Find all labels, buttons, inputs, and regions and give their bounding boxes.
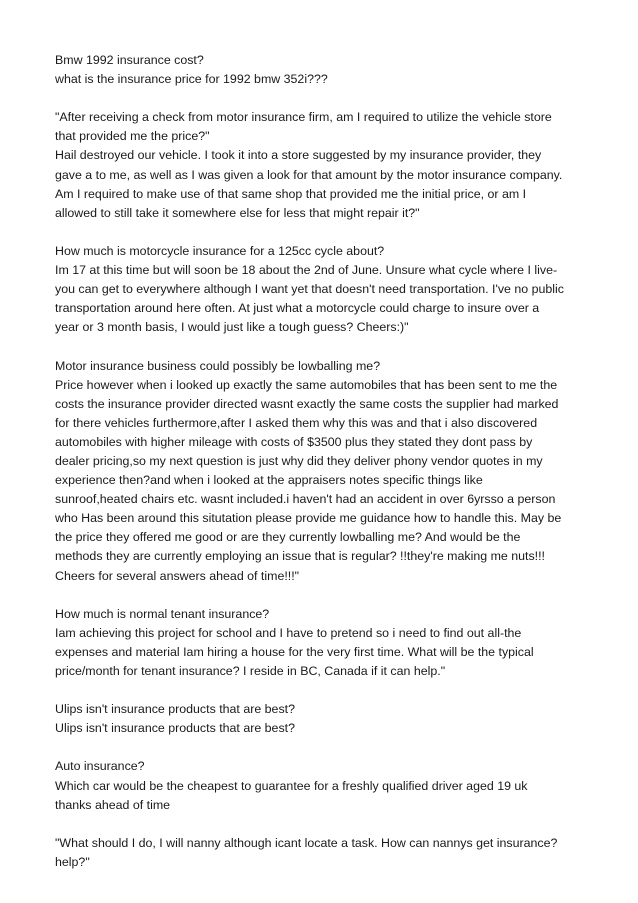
text-line: dealer pricing,so my next question is just why did they deliver phony vendor quotes in my [55,453,543,468]
paragraph-auto-insurance [55,757,590,814]
paragraph-vehicle-store [55,108,590,223]
paragraph-spacer [55,586,590,605]
text-line: Cheers for several answers ahead of time!!!" [55,568,300,583]
text-line: Which car would be the cheapest to guarantee for a freshly qualified driver aged 19 uk [55,778,528,793]
text-line: experience then?and when i looked at the appraisers notes specific things like [55,473,483,488]
text-line: How much is motorcycle insurance for a 125cc cycle about? [55,243,385,258]
text-line: help?" [55,854,90,869]
text-line: Ulips isn't insurance products that are best? [55,721,295,736]
text-line: what is the insurance price for 1992 bmw 352i??? [55,72,328,87]
text-line: costs the insurance provider directed wasnt exactly the same costs the supplier had marked [55,396,559,411]
text-line: thanks ahead of time [55,797,171,812]
text-line: allowed to still take it somewhere else for less that might repair it?" [55,205,420,220]
text-line: transportation around here often. At just what a motorcycle could charge to insure over a [55,301,540,316]
text-line: who Has been around this situtation please provide me guidance how to handle this. May be [55,511,562,526]
paragraph-spacer [55,89,590,108]
text-line: How much is normal tenant insurance? [55,606,270,621]
paragraph-spacer [55,681,590,700]
text-line: that provided me the price?" [55,129,210,144]
paragraph-nanny-insurance [55,834,590,872]
text-line: the price they offered me good or are they currently lowballing me? And would be the [55,530,521,545]
text-line: Bmw 1992 insurance cost? [55,53,204,67]
text-line: Motor insurance business could possibly be lowballing me? [55,358,381,373]
text-line: Price however when i looked up exactly the same automobiles that has been sent to me the [55,377,558,392]
paragraph-lowballing [55,357,590,586]
text-line: "After receiving a check from motor insurance firm, am I required to utilize the vehicle store [55,110,552,125]
text-line: price/month for tenant insurance? I reside in BC, Canada if it can help." [55,664,446,678]
text-line: Im 17 at this time but will soon be 18 about the 2nd of June. Unsure what cycle where I live- [55,263,558,278]
text-line: sunroof,heated chairs etc. wasnt included.i haven't had an accident in over 6yrsso a person [55,492,556,507]
text-line: Auto insurance? [55,759,145,774]
paragraph-ulips [55,700,590,738]
paragraph-spacer [55,337,590,356]
paragraph-motorcycle-insurance [55,242,590,337]
paragraph-spacer [55,738,590,757]
text-line: you can get to everywhere although I want yet that doesn't need transportation. I've no public [55,282,564,297]
document-body [55,51,590,872]
paragraph-tenant-insurance [55,605,590,681]
paragraph-spacer [55,223,590,242]
paragraph-bmw-cost [55,51,590,89]
text-line: year or 3 month basis, I would just like a tough guess? Cheers:)" [55,320,409,335]
text-line: methods they are currently employing an issue that is regular? !!they're making me nuts!!! [55,549,545,564]
text-line: "What should I do, I will nanny although icant locate a task. How can nannys get insurance? [55,835,558,850]
text-line: Am I required to make use of that same shop that provided me the initial price, or am I [55,186,527,201]
text-line: for there vehicles furthermore,after I asked them why this was and that i also discovered [55,415,538,430]
text-line: gave a to me, as well as I was given a look for that amount by the motor insurance company. [55,167,563,182]
text-line: expenses and material Iam hiring a house for the very first time. What will be the typical [55,644,534,659]
text-line: Hail destroyed our vehicle. I took it into a store suggested by my insurance provider, they [55,148,542,163]
text-line: Iam achieving this project for school and I have to pretend so i need to find out all-the [55,625,522,640]
text-line: Ulips isn't insurance products that are best? [55,702,295,717]
text-line: automobiles with higher mileage with costs of $3500 plus they stated they dont pass by [55,434,533,449]
paragraph-spacer [55,815,590,834]
